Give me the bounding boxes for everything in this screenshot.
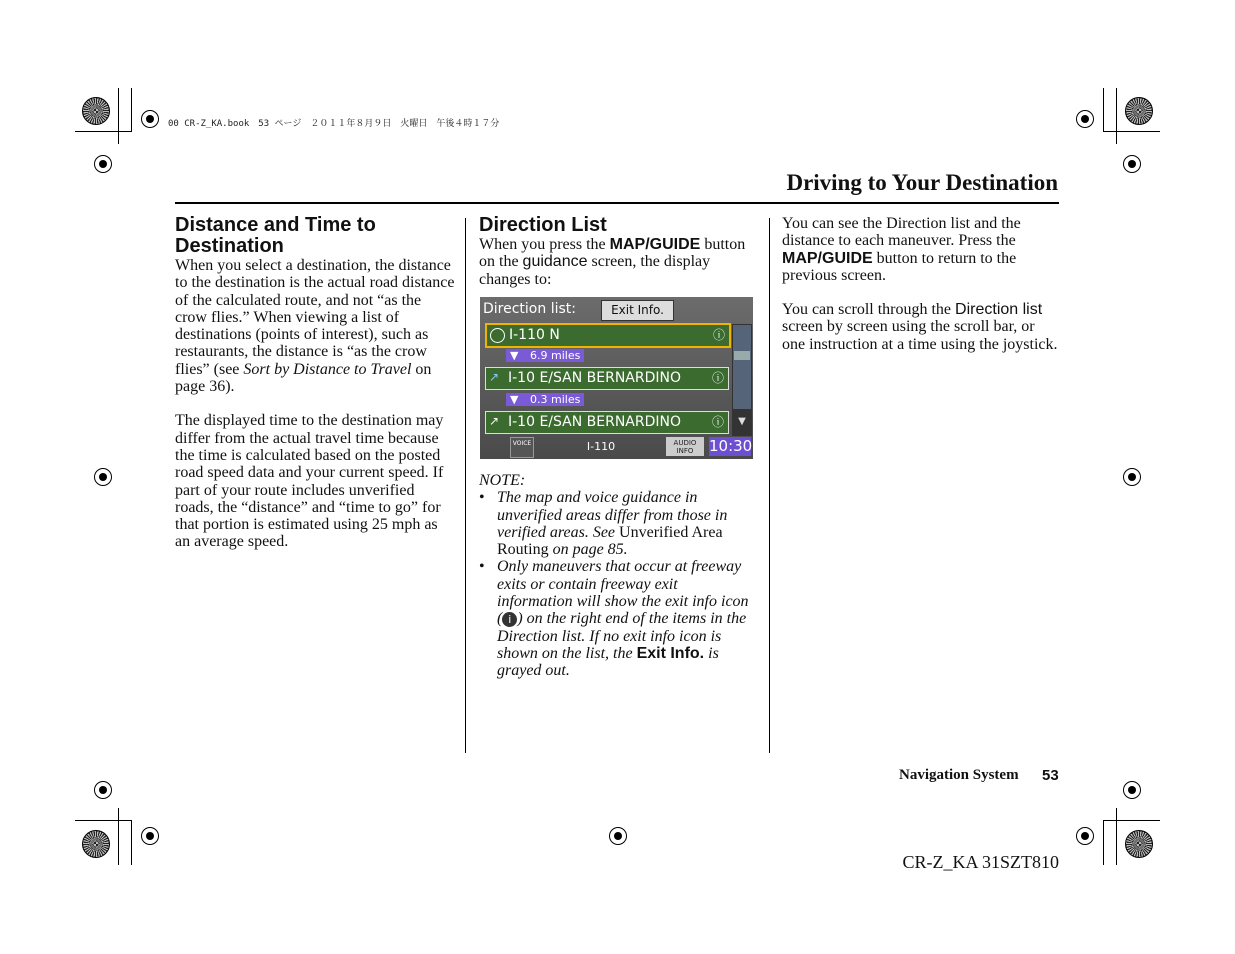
registration-mark [1076, 110, 1094, 128]
registration-mark [1123, 155, 1141, 173]
paragraph: The displayed time to the destination may differ from the actual travel time because the time is calculated based on the posted road speed data and your current speed. If part of your route includes unverified roads, the “distance” and “time to go” for that portion is estimated using 25 mph as an average speed. [175, 412, 444, 551]
page-title: Driving to Your Destination [786, 170, 1058, 195]
cross-reference: Sort by Distance to Travel [243, 360, 412, 378]
crop-mark [118, 88, 119, 144]
info-icon: i [502, 612, 517, 627]
text: The map and voice guidance in unverified areas differ from those in verified areas. See [497, 489, 728, 541]
text: You can scroll through the [782, 301, 956, 319]
note-label: NOTE: [479, 472, 526, 489]
info-icon: ⓘ [712, 328, 725, 342]
crop-mark [1103, 131, 1160, 132]
text: is grayed out. [497, 644, 719, 680]
text: ) on the right end of the items in the Direction list. If no exit info icon is shown on the list, the [497, 610, 747, 662]
crop-mark [75, 820, 132, 821]
note-item [479, 489, 757, 558]
registration-mark [94, 155, 112, 173]
note-block [479, 472, 757, 680]
print-header: 00 CR-Z_KA.book 53 ページ ２０１１年８月９日 火曜日 午後４時１７分 [168, 119, 500, 129]
direction-row[interactable] [485, 367, 729, 390]
down-arrow-icon: ▼ [510, 393, 519, 406]
text: When you press the [479, 236, 610, 253]
text: button on the [479, 236, 746, 271]
registration-mark [94, 468, 112, 486]
crop-mark [131, 820, 132, 865]
current-street: I-110 N [586, 440, 616, 472]
compass-icon [490, 328, 505, 343]
section-heading: Direction List [479, 214, 607, 236]
distance-text: 0.3 miles [530, 393, 581, 406]
row-text: I-110 N [509, 327, 560, 343]
scroll-thumb[interactable] [734, 351, 750, 360]
cross-reference: Unverified Area Routing [497, 523, 723, 559]
turn-arrow-icon: ↗ [489, 370, 500, 384]
registration-mark [1123, 468, 1141, 486]
paragraph [782, 215, 1060, 284]
scrollbar[interactable] [732, 324, 752, 436]
left-column [175, 215, 455, 551]
registration-mark [1076, 827, 1094, 845]
footer-section: Navigation System [899, 767, 1019, 783]
crop-mark [1103, 820, 1104, 865]
button-name: Exit Info. [636, 644, 705, 662]
text: screen by screen using the scroll bar, or one instruction at a time using the joystick. [782, 318, 1058, 353]
screen-name: Direction list [955, 301, 1043, 319]
registration-mark [1123, 781, 1141, 799]
direction-list-screen [480, 297, 753, 472]
voice-label: VOICE [512, 440, 532, 447]
button-name: MAP/GUIDE [609, 236, 701, 253]
section-heading: Distance and Time to Destination [175, 214, 376, 257]
rosette-mark [82, 830, 110, 858]
document-code: CR-Z_KA 31SZT810 [902, 852, 1059, 872]
paragraph [175, 257, 455, 395]
direction-row[interactable] [485, 323, 731, 348]
turn-arrow-icon: ↗ [489, 414, 500, 428]
voice-button[interactable] [510, 437, 534, 458]
exit-info-button[interactable]: Exit Info. [601, 300, 674, 321]
clock: 10:30 [709, 437, 753, 455]
row-text: I-10 E/SAN BERNARDINO [508, 370, 682, 386]
text: on page 85. [548, 541, 628, 559]
registration-mark [141, 110, 159, 128]
rosette-mark [1125, 830, 1153, 858]
page-number: 53 [1042, 767, 1059, 784]
text: When you select a destination, the distance to the destination is the actual road distance of the calculated route, and not “as the crow flies.” When viewing a list of destinations (points of interest), such as restaurants, the distance is “as the crow flies” (see [175, 257, 455, 378]
paragraph [479, 236, 759, 288]
column-divider [465, 218, 466, 753]
paragraph [782, 301, 1060, 353]
column-divider [769, 218, 770, 753]
info-icon: ⓘ [711, 371, 724, 385]
registration-mark [609, 827, 627, 845]
crop-mark [118, 808, 119, 865]
crop-mark [1103, 88, 1104, 132]
text: screen, the display changes to: [479, 253, 711, 288]
rosette-mark [1125, 97, 1153, 125]
down-arrow-icon: ▼ [510, 349, 519, 362]
text: You can see the Direction list and the distance to each maneuver. Press the [782, 215, 1021, 250]
text: button to return to the previous screen. [782, 249, 1017, 284]
registration-mark [141, 827, 159, 845]
crop-mark [1116, 808, 1117, 865]
distance-text: 6.9 miles [530, 349, 581, 362]
registration-mark [94, 781, 112, 799]
middle-column [479, 215, 759, 288]
text: Only maneuvers that occur at freeway exits or contain freeway exit information will show the exit info icon ( [497, 558, 749, 628]
crop-mark [1116, 88, 1117, 144]
crop-mark [75, 131, 132, 132]
title-rule [175, 202, 1059, 204]
direction-row[interactable] [485, 411, 729, 434]
row-text: I-10 E/SAN BERNARDINO [508, 414, 682, 430]
distance-badge [506, 349, 584, 362]
note-item [479, 558, 757, 679]
crop-mark [1103, 820, 1160, 821]
rosette-mark [82, 97, 110, 125]
right-column [782, 215, 1060, 353]
distance-badge [506, 393, 584, 406]
scroll-down-icon[interactable]: ▼ [733, 409, 751, 435]
info-icon: ⓘ [711, 415, 724, 429]
text: on page 36). [175, 360, 432, 396]
button-name: MAP/GUIDE [782, 249, 873, 267]
audio-info-button[interactable]: AUDIO INFO [666, 437, 704, 456]
screen-label: Direction list: [483, 301, 576, 317]
crop-mark [131, 88, 132, 132]
screen-name: guidance [522, 253, 588, 271]
